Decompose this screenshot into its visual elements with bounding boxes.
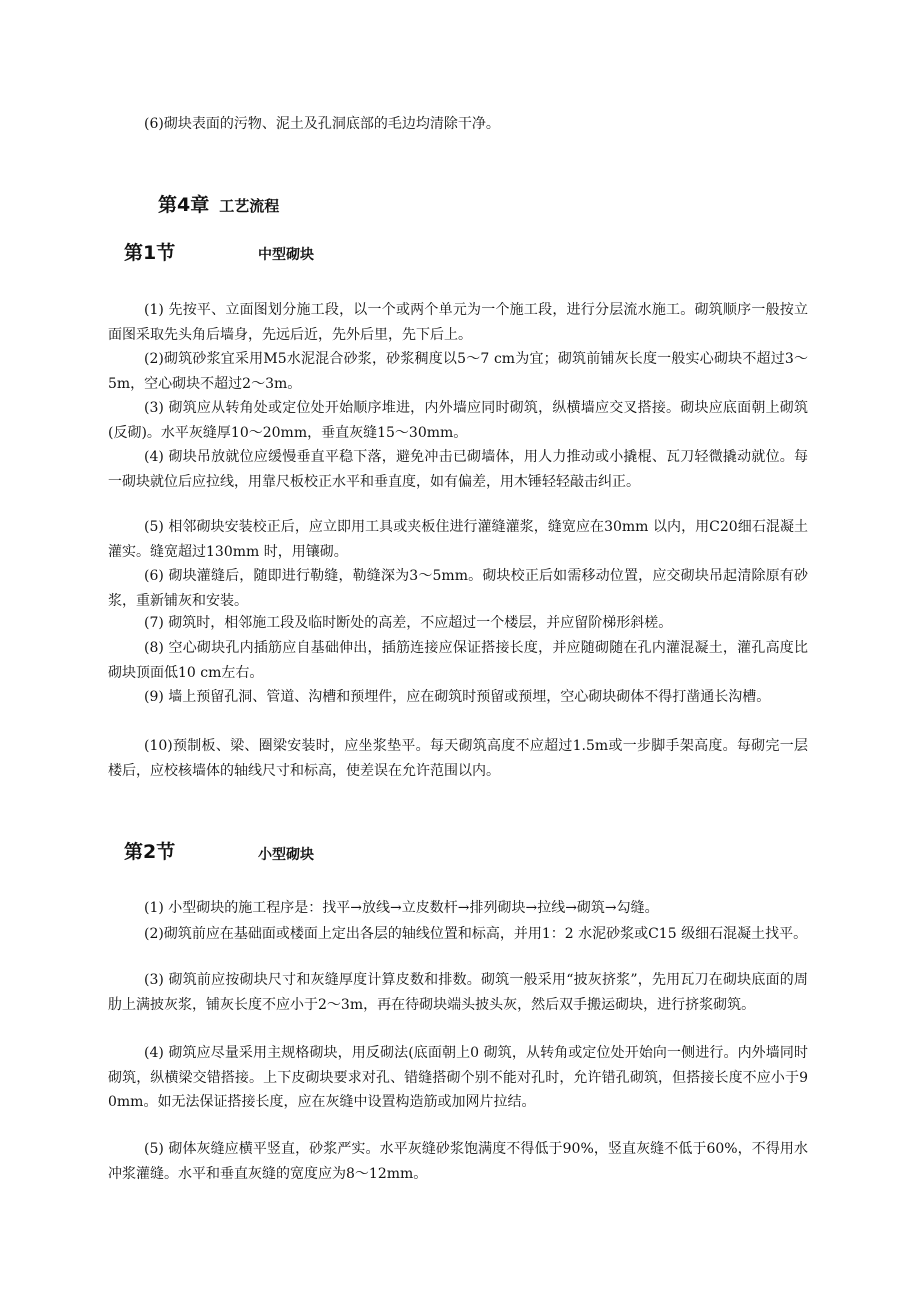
section1-item-9: (9) 墙上预留孔洞、管道、沟槽和预埋件，应在砌筑时预留或预埋，空心砌块砌体不得打凿通长沟槽。: [144, 689, 771, 705]
section1-title: 中型砌块: [258, 247, 314, 263]
section1-item-1: (1) 先按平、立面图划分施工段，以一个或两个单元为一个施工段，进行分层流水施工。砌筑顺序一般按立面图采取先头角后墙身，先远后近，先外后里，先下后上。: [108, 302, 808, 343]
section2-item-5: (5) 砌体灰缝应横平竖直，砂浆严实。水平灰缝砂浆饱满度不得低于90%，竖直灰缝不低于60%，不得用水冲浆灌缝。水平和垂直灰缝的宽度应为8～12mm。: [108, 1141, 808, 1182]
chapter-number: 第4章: [158, 194, 210, 216]
section1-item-6: (6) 砌块灌缝后，随即进行勒缝，勒缝深为3～5mm。砌块校正后如需移动位置，应交砌块吊起清除原有砂浆，重新铺灰和安装。: [108, 568, 808, 609]
intro-item: (6)砌块表面的污物、泥土及孔洞底部的毛边均清除干净。: [144, 116, 500, 132]
section1-item-2: (2)砌筑砂浆宜采用M5水泥混合砂浆，砂浆稠度以5～7 cm为宜；砌筑前铺灰长度一般实心砌块不超过3～5m，空心砌块不超过2～3m。: [108, 351, 808, 392]
chapter-title: 工艺流程: [219, 197, 280, 215]
section1-item-10: (10)预制板、梁、圈梁安装时，应坐浆垫平。每天砌筑高度不应超过1.5m或一步脚手架高度。每砌完一层楼后，应校核墙体的轴线尺寸和标高，使差误在允许范围以内。: [108, 738, 808, 779]
section1-number: 第1节: [124, 242, 176, 264]
section2-item-4: (4) 砌筑应尽量采用主规格砌块，用反砌法(底面朝上0 砌筑，从转角或定位处开始向一侧进行。内外墙同时砌筑，纵横梁交错搭接。上下皮砌块要求对孔、错缝搭砌个别不能对孔时，允许错孔砌筑，但搭接长度不应小于90mm。如无法保证搭接长度，应在灰缝中设置构造筋或加网片拉结。: [108, 1045, 808, 1110]
section1-item-3: (3) 砌筑应从转角处或定位处开始顺序堆进，内外墙应同时砌筑，纵横墙应交叉搭接。砌块应底面朝上砌筑(反砌)。水平灰缝厚10～20mm，垂直灰缝15～30mm。: [108, 400, 808, 441]
chapter-heading: [158, 192, 279, 219]
section1-item-8: (8) 空心砌块孔内插筋应自基础伸出，插筋连接应保证搭接长度，并应随砌随在孔内灌混凝土，灌孔高度比砌块顶面低10 cm左右。: [108, 640, 808, 681]
section1-item-4: (4) 砌块吊放就位应缓慢垂直平稳下落，避免冲击已砌墙体，用人力推动或小撬棍、瓦刀轻微撬动就位。每一砌块就位后应拉线，用靠尺板校正水平和垂直度，如有偏差，用木锤轻轻敲击纠正。: [108, 449, 808, 490]
section2-title: 小型砌块: [258, 847, 314, 863]
section1-item-7: (7) 砌筑时，相邻施工段及临时断处的高差，不应超过一个楼层，并应留阶梯形斜槎。: [144, 615, 673, 631]
section2-number: 第2节: [124, 841, 176, 863]
section2-item-2: (2)砌筑前应在基础面或楼面上定出各层的轴线位置和标高，并用1：2 水泥砂浆或C15 级细石混凝土找平。: [144, 926, 808, 942]
section1-item-5: (5) 相邻砌块安装校正后，应立即用工具或夹板住进行灌缝灌浆，缝宽应在30mm 以内，用C20细石混凝土灌实。缝宽超过130mm 时，用镶砌。: [108, 519, 808, 560]
section2-item-3: (3) 砌筑前应按砌块尺寸和灰缝厚度计算皮数和排数。砌筑一般采用“披灰挤浆”，先用瓦刀在砌块底面的周肋上满披灰浆，铺灰长度不应小于2～3m，再在待砌块端头披头灰，然后双手搬运砌块，进行挤浆砌筑。: [108, 972, 808, 1013]
section2-item-1: (1) 小型砌块的施工程序是：找平→放线→立皮数杆→排列砌块→拉线→砌筑→勾缝。: [144, 900, 659, 916]
